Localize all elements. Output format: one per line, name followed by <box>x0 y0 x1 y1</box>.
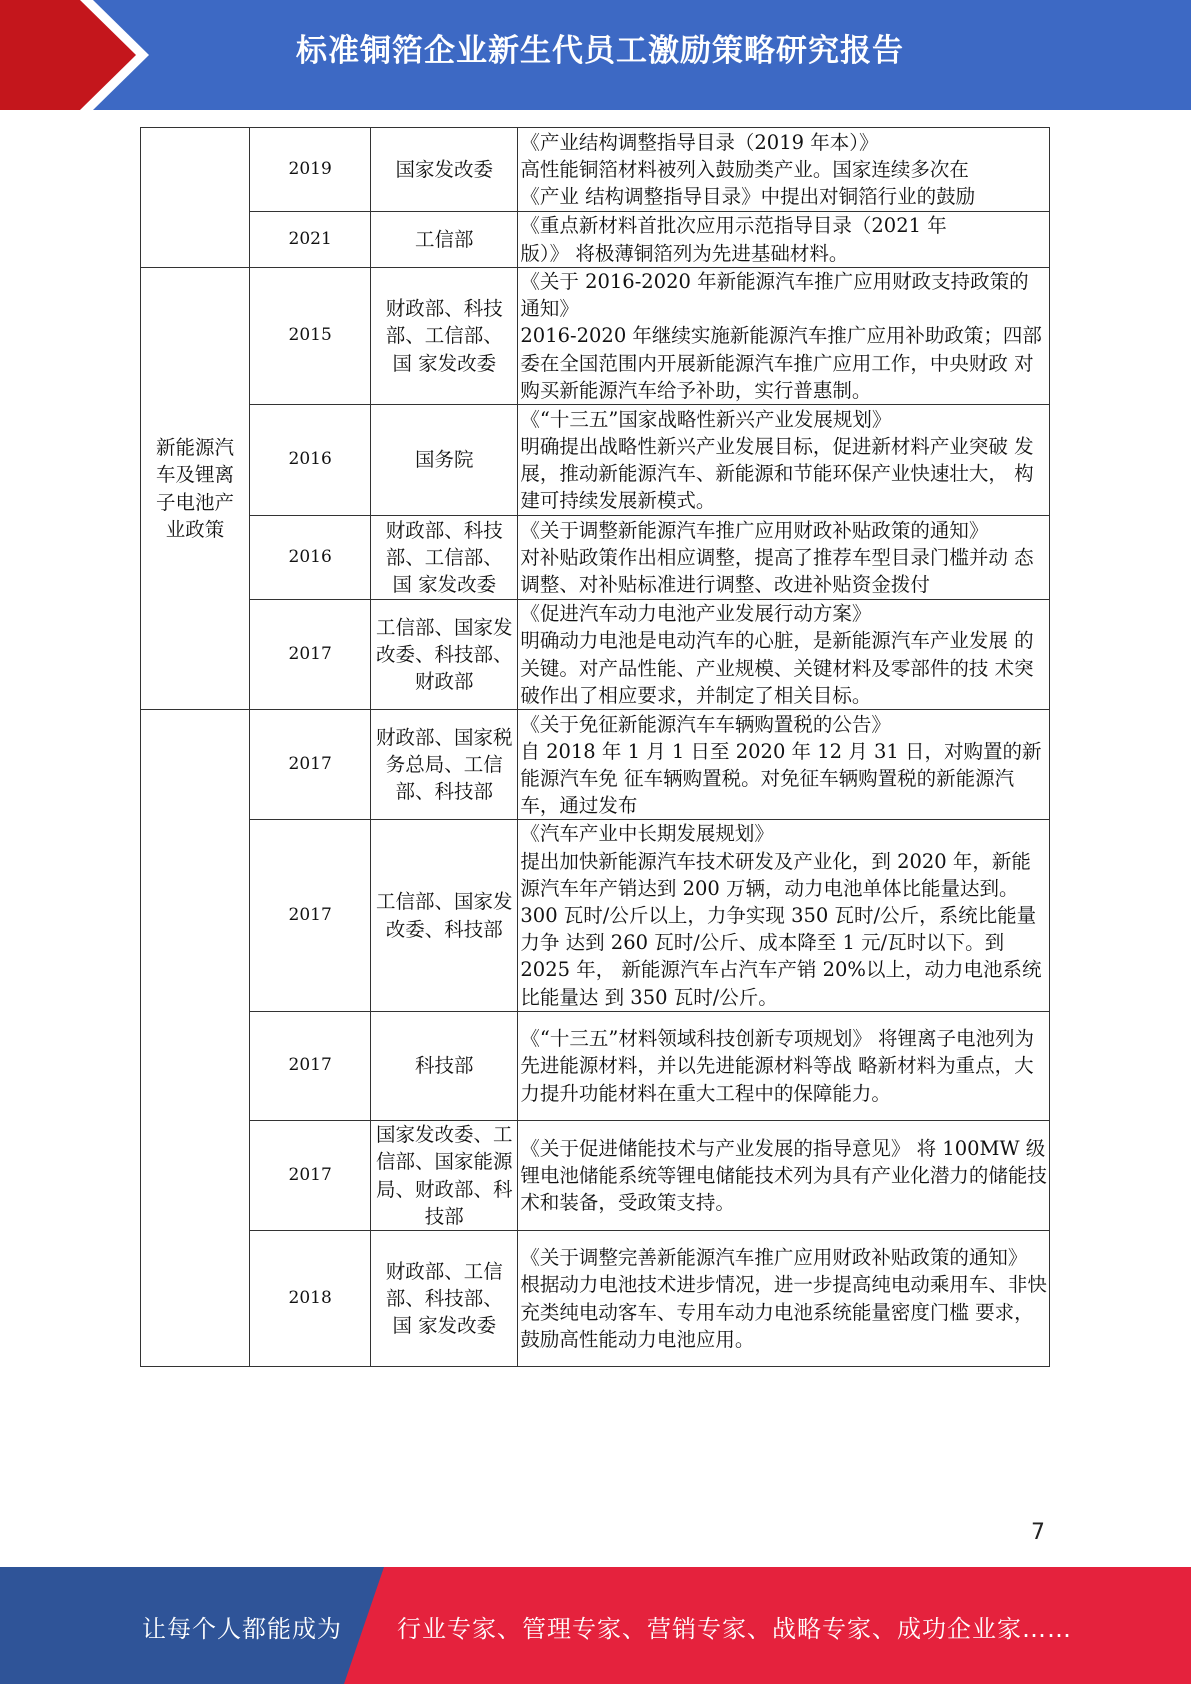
desc-line: 《重点新材料首批次应用示范指导目录（2021 年 <box>520 214 947 238</box>
table-row <box>141 268 1050 405</box>
year-cell: 2018 <box>250 1231 371 1367</box>
desc-cell <box>518 820 1050 1012</box>
desc-line: 《“十三五”国家战略性新兴产业发展规划》 <box>520 407 892 431</box>
table-row <box>141 212 1050 268</box>
dept-cell: 工信部、国家发 改委、科技部 <box>371 820 518 1012</box>
dept-cell: 财政部、科技部、工信部、 国 家发改委 <box>371 268 518 405</box>
table-row <box>141 128 1050 212</box>
desc-cell <box>518 128 1050 212</box>
desc-line: 《产业 结构调整指导目录》中提出对铜箔行业的鼓励 <box>520 184 976 208</box>
year-cell: 2016 <box>250 405 371 516</box>
table-row <box>141 820 1050 1012</box>
category-cell: 新能源汽车及锂离子电池产业政策 <box>141 268 250 710</box>
desc-line: 《关于免征新能源汽车车辆购置税的公告》 <box>520 712 891 736</box>
year-cell: 2016 <box>250 516 371 600</box>
dept-cell: 工信部 <box>371 212 518 268</box>
footer-slogan-right: 行业专家、管理专家、营销专家、战略专家、成功企业家…… <box>397 1615 1072 1643</box>
desc-cell <box>518 600 1050 710</box>
dept-cell: 国家发改委、工 信部、国家能源 局、财政部、科 技部 <box>371 1121 518 1231</box>
desc-cell <box>518 1231 1050 1367</box>
page-header <box>0 0 1191 110</box>
desc-line: 《关于 2016-2020 年新能源汽车推广应用财政支持政策的 通知》 <box>520 270 1029 321</box>
category-cell-empty <box>141 128 250 268</box>
desc-line: 2016-2020 年继续实施新能源汽车推广应用补助政策；四部 委在全国范围内开展新能源汽车推广应用工作，中央财政 对购买新能源汽车给予补助，实行普惠制。 <box>520 324 1042 402</box>
report-title: 标准铜箔企业新生代员工激励策略研究报告 <box>296 33 904 69</box>
desc-cell <box>518 1012 1050 1121</box>
dept-cell: 国家发改委 <box>371 128 518 212</box>
desc-line: 《汽车产业中长期发展规划》 <box>520 822 774 846</box>
desc-line: 明确提出战略性新兴产业发展目标，促进新材料产业突破 发展，推动新能源汽车、新能源和节能环保产业快速壮大， 构建可持续发展新模式。 <box>520 434 1034 513</box>
table-row <box>141 710 1050 820</box>
desc-cell <box>518 268 1050 405</box>
desc-line: 《关于促进储能技术与产业发展的指导意见》 将 100MW 级锂电池储能系统等锂电储能技术列为具有产业化潜力的储能技术和装备，受政策支持。 <box>520 1136 1047 1215</box>
table-row <box>141 1012 1050 1121</box>
desc-line: 版）》 将极薄铜箔列为先进基础材料。 <box>520 241 849 265</box>
footer-slogan-left: 让每个人都能成为 <box>142 1615 342 1643</box>
year-cell: 2021 <box>250 212 371 268</box>
desc-line: 明确动力电池是电动汽车的心脏，是新能源汽车产业发展 的关键。对产品性能、产业规模、关键材料及零部件的技 术突破作出了相应要求，并制定了相关目标。 <box>520 629 1034 707</box>
category-cell-empty <box>141 710 250 1367</box>
desc-cell <box>518 212 1050 268</box>
desc-line: 根据动力电池技术进步情况，进一步提高纯电动乘用车、非快充类纯电动客车、专用车动力电池系统能量密度门槛 要求，鼓励高性能动力电池应用。 <box>520 1273 1047 1351</box>
desc-line: 《产业结构调整指导目录（2019 年本）》 <box>520 130 879 154</box>
year-cell: 2017 <box>250 710 371 820</box>
desc-line: 高性能铜箔材料被列入鼓励类产业。国家连续多次在 <box>520 157 969 181</box>
dept-cell: 国务院 <box>371 405 518 516</box>
table-row <box>141 1231 1050 1367</box>
desc-cell <box>518 710 1050 820</box>
dept-cell: 工信部、国家发 改委、科技部、 财政部 <box>371 600 518 710</box>
desc-cell <box>518 405 1050 516</box>
page-number: 7 <box>1031 1520 1045 1545</box>
table-row <box>141 405 1050 516</box>
year-cell: 2015 <box>250 268 371 405</box>
dept-cell: 财政部、国家税 务总局、工信 部、科技部 <box>371 710 518 820</box>
year-cell: 2017 <box>250 600 371 710</box>
desc-line: 自 2018 年 1 月 1 日至 2020 年 12 月 31 日，对购置的新能源汽车免 征车辆购置税。对免征车辆购置税的新能源汽车，通过发布 <box>520 739 1042 818</box>
desc-line: 对补贴政策作出相应调整，提高了推荐车型目录门槛并动 态调整、对补贴标准进行调整、改进补贴资金拨付 <box>520 545 1034 596</box>
desc-line: 提出加快新能源汽车技术研发及产业化，到 2020 年，新能 源汽车年产销达到 200 万辆，动力电池单体比能量达到。300 瓦时/公斤以上，力争实现 350 瓦时/公斤，系统比能量力争 达到 260 瓦时/公斤、成本降至 1 元/瓦时以下。到 2025 年， 新能源汽车占汽车产销 20%以上，动力电池系统比能量达 到 350 瓦时/公斤。 <box>520 849 1042 1009</box>
desc-line: 《关于调整新能源汽车推广应用财政补贴政策的通知》 <box>520 518 989 542</box>
table-row <box>141 600 1050 710</box>
year-cell: 2017 <box>250 1121 371 1231</box>
dept-cell: 财政部、工信部、科技部、 国 家发改委 <box>371 1231 518 1367</box>
desc-line: 《促进汽车动力电池产业发展行动方案》 <box>520 602 872 626</box>
desc-line: 《“十三五”材料领域科技创新专项规划》 将锂离子电池列为先进能源材料，并以先进能源材料等战 略新材料为重点，大力提升功能材料在重大工程中的保障能力。 <box>520 1027 1035 1105</box>
dept-cell: 财政部、科技部、工信部、 国 家发改委 <box>371 516 518 600</box>
table-row <box>141 1121 1050 1231</box>
desc-cell <box>518 1121 1050 1231</box>
table-row <box>141 516 1050 600</box>
year-cell: 2017 <box>250 820 371 1012</box>
year-cell: 2017 <box>250 1012 371 1121</box>
dept-cell: 科技部 <box>371 1012 518 1121</box>
policy-table <box>140 127 1050 1367</box>
page-footer <box>0 1567 1191 1684</box>
year-cell: 2019 <box>250 128 371 212</box>
desc-cell <box>518 516 1050 600</box>
desc-line: 《关于调整完善新能源汽车推广应用财政补贴政策的通知》 <box>520 1246 1028 1270</box>
